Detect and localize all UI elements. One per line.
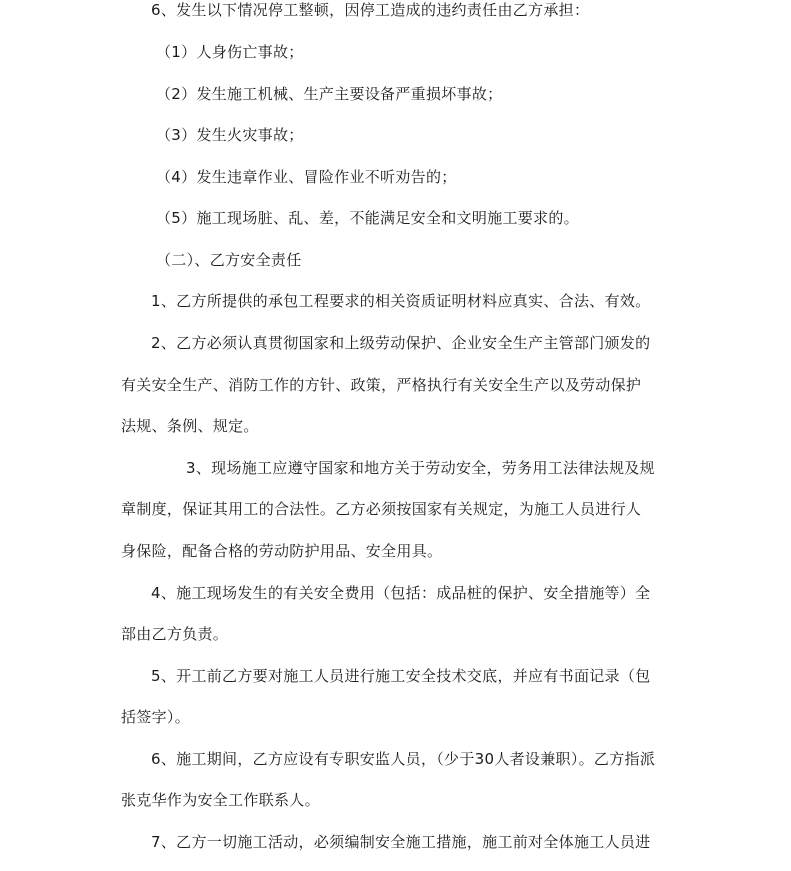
text-line: 7、乙方一切施工活动，必须编制安全施工措施，施工前对全体施工人员进 [151, 833, 651, 851]
text-line: 1、乙方所提供的承包工程要求的相关资质证明材料应真实、合法、有效。 [151, 292, 651, 310]
text-line: 6、施工期间，乙方应设有专职安监人员，（少于30人者设兼职）。乙方指派 [151, 750, 656, 768]
text-line: 章制度，保证其用工的合法性。乙方必须按国家有关规定，为施工人员进行人 [121, 500, 642, 518]
text-line: （4）发生违章作业、冒险作业不听劝告的； [156, 168, 457, 186]
text-line: 身保险，配备合格的劳动防护用品、安全用具。 [121, 542, 443, 560]
text-line: 法规、条例、规定。 [121, 417, 259, 435]
text-line: （1）人身伤亡事故； [156, 43, 304, 61]
text-line: 括签字）。 [121, 708, 191, 726]
text-line: 3、现场施工应遵守国家和地方关于劳动安全，劳务用工法律法规及规 [186, 459, 655, 477]
text-line: 有关安全生产、消防工作的方针、政策，严格执行有关安全生产以及劳动保护 [121, 376, 642, 394]
text-line: （3）发生火灾事故； [156, 126, 304, 144]
text-line: 5、开工前乙方要对施工人员进行施工安全技术交底，并应有书面记录（包 [151, 667, 651, 685]
text-line: 张克华作为安全工作联系人。 [121, 791, 320, 809]
text-line: （5）施工现场脏、乱、差，不能满足安全和文明施工要求的。 [156, 209, 579, 227]
text-line: （2）发生施工机械、生产主要设备严重损坏事故； [156, 85, 503, 103]
text-line: 部由乙方负责。 [121, 625, 229, 643]
text-line: 4、施工现场发生的有关安全费用（包括：成品桩的保护、安全措施等）全 [151, 584, 651, 602]
text-line: 2、乙方必须认真贯彻国家和上级劳动保护、企业安全生产主管部门颁发的 [151, 334, 651, 352]
section-heading: （二）、乙方安全责任 [156, 251, 302, 269]
text-line: 6、发生以下情况停工整顿，因停工造成的违约责任由乙方承担： [151, 1, 590, 19]
